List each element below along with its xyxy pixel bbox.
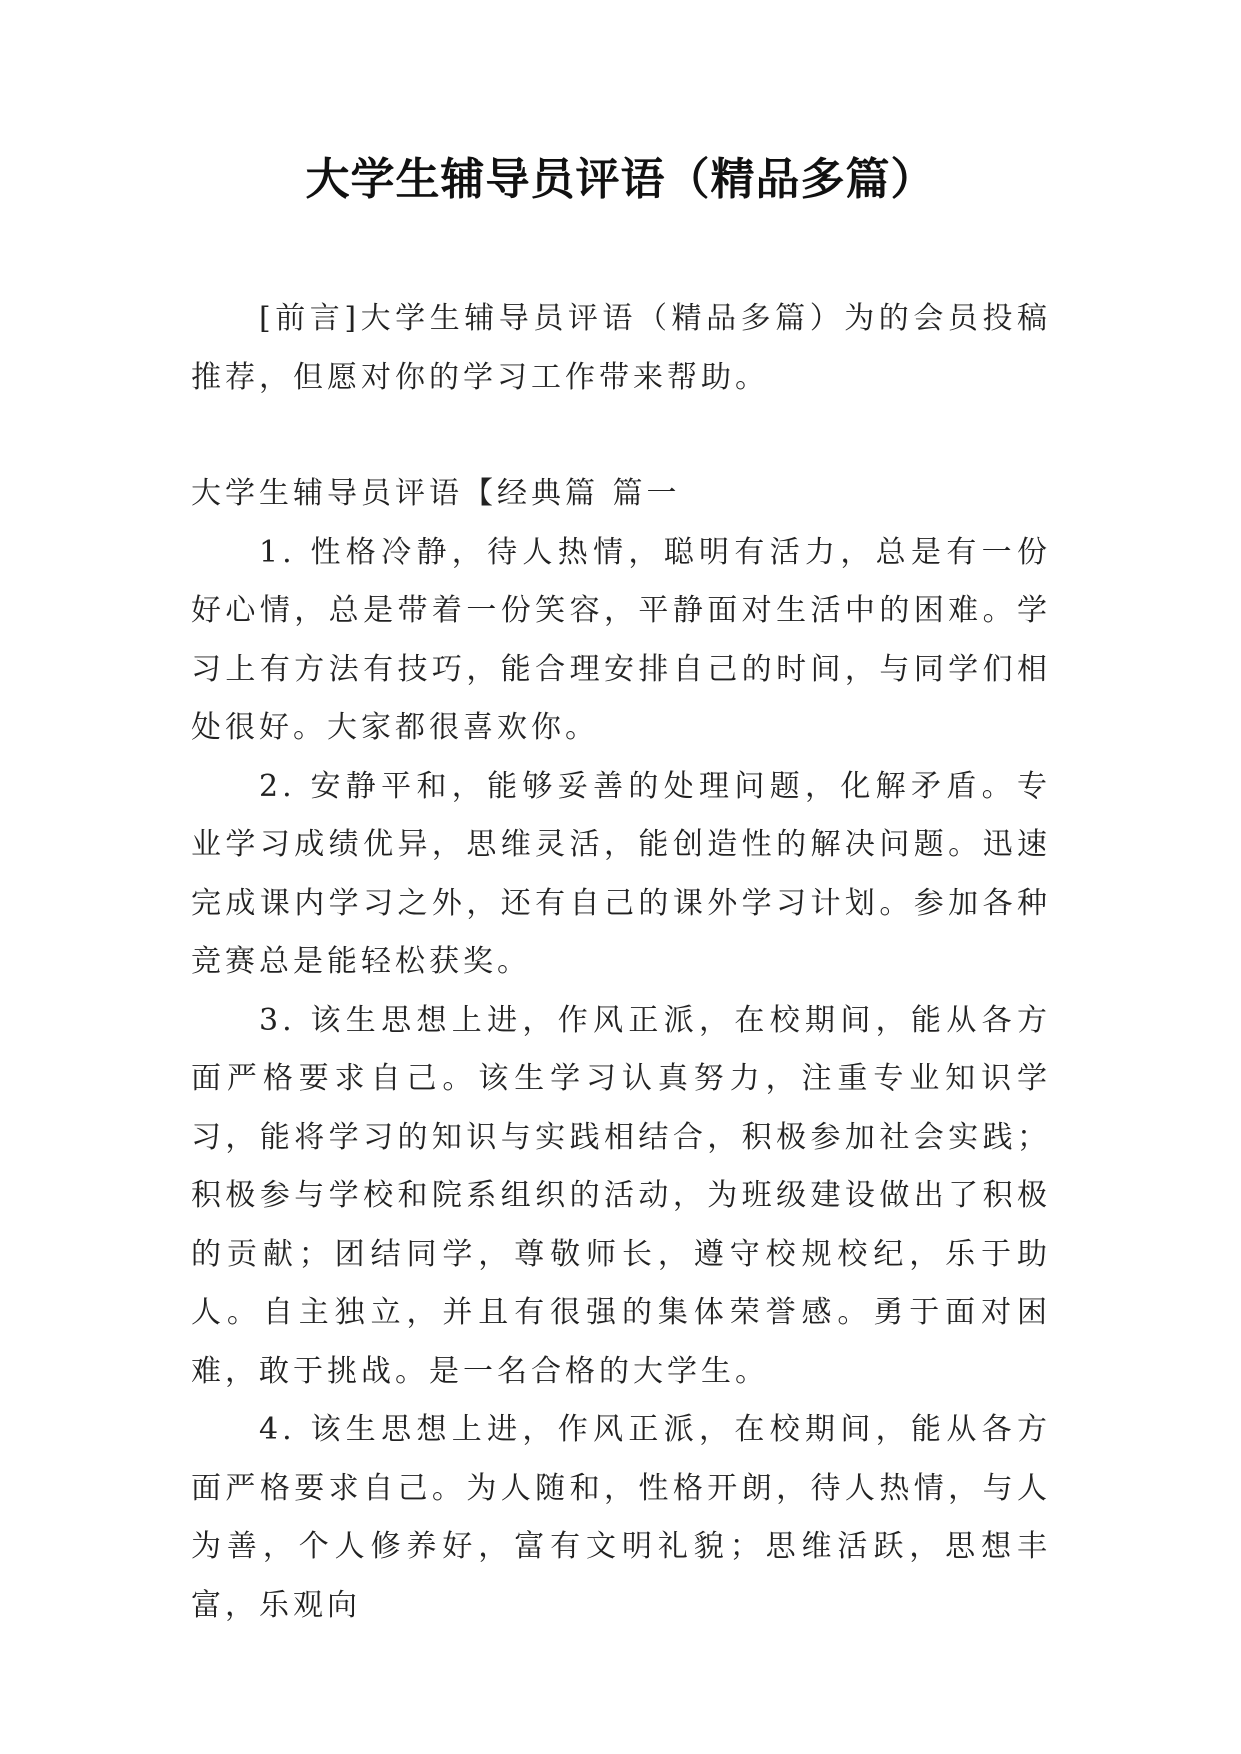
comment-paragraph-2: 2. 安静平和，能够妥善的处理问题，化解矛盾。专业学习成绩优异，思维灵活，能创造性的解决问题。迅速完成课内学习之外，还有自己的课外学习计划。参加各种竞赛总是能轻松获奖。 <box>191 768 1051 979</box>
comment-paragraph-3: 3. 该生思想上进，作风正派，在校期间，能从各方面严格要求自己。该生学习认真努力，注重专业知识学习，能将学习的知识与实践相结合，积极参加社会实践；积极参与学校和院系组织的活动，为班级建设做出了积极的贡献；团结同学，尊敬师长，遵守校规校纪，乐于助人。自主独立，并且有很强的集体荣誉感。勇于面对困难，敢于挑战。是一名合格的大学生。 <box>191 1002 1051 1389</box>
comment-paragraph-4: 4. 该生思想上进，作风正派，在校期间，能从各方面严格要求自己。为人随和，性格开朗，待人热情，与人为善，个人修养好，富有文明礼貌；思维活跃，思想丰富，乐观向 <box>191 1412 1051 1623</box>
section-heading: 大学生辅导员评语【经典篇 篇一 <box>191 476 681 511</box>
paragraph-spacer <box>191 407 1051 465</box>
preface-paragraph: [前言]大学生辅导员评语（精品多篇）为的会员投稿推荐，但愿对你的学习工作带来帮助。 <box>191 301 1051 395</box>
document-title: 大学生辅导员评语（精品多篇） <box>305 154 936 205</box>
comment-paragraph-1: 1. 性格冷静，待人热情，聪明有活力，总是有一份好心情，总是带着一份笑容，平静面对生活中的困难。学习上有方法有技巧，能合理安排自己的时间，与同学们相处很好。大家都很喜欢你。 <box>191 534 1051 745</box>
document-body <box>191 290 1051 1635</box>
